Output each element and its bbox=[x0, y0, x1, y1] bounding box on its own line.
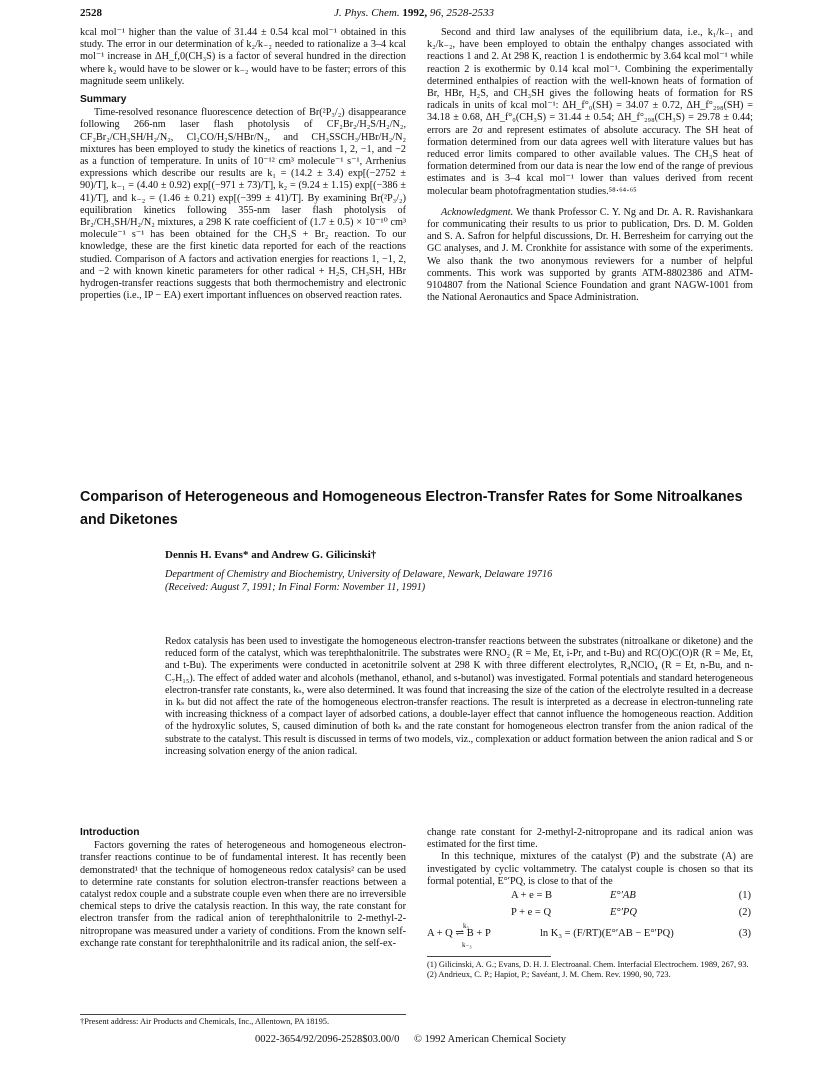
equation-1-lhs: A + e = B bbox=[511, 890, 553, 902]
equation-2-rhs: E°′PQ bbox=[610, 907, 637, 919]
introduction-heading: Introduction bbox=[80, 827, 140, 838]
footer-code: 0022-3654/92/2096-2528$03.00/0 bbox=[254, 1034, 400, 1045]
summary-heading: Summary bbox=[80, 94, 127, 106]
equation-2 bbox=[427, 907, 753, 924]
received-dates: (Received: August 7, 1991; In Final Form: November 11, 1991) bbox=[165, 582, 426, 593]
prev-article-right-column bbox=[427, 27, 753, 304]
page-number: 2528 bbox=[80, 7, 102, 19]
summary-text: Time-resolved resonance fluorescence detection of Br(²P₃/₂) disappearance following 266-nm laser flash photolysis of CF₂Br₂/H₂S/H₂/N₂, CF₂Br₂/CH₃SH/H₂/N₂, Cl₂CO/H₂S/HBr/N₂, and CH₃SSCH₃/HBr/H₂/N₂ mixtures has been employed to study the kinetics of reactions 1, 2, −1, and −2 as a function of temperature. In units of 10⁻¹² cm³ molecule⁻¹ s⁻¹, Arrhenius expressions which describe our results are k₁ = (14.2 ± 3.4) exp[(−2752 ± 90)/T], k₋₁ = (4.40 ± 0.92) exp[(−971 ± 73)/T], k₂ = (9.24 ± 1.15) exp[(−386 ± 41)/T], and k₋₂ = (1.46 ± 0.21) exp[(−399 ± 41)/T]. By examining Br(²P₃/₂) equilibration kinetics following 355-nm laser flash photolysis of Br₂/CH₃SH/H₂/N₂ mixtures, a 298 K rate coefficient of (1.7 ± 0.5) × 10⁻¹⁰ cm³ molecule⁻¹ s⁻¹ has been obtained for the CH₃S + Br₂ reaction. To our knowledge, these are the first kinetic data reported for each of the reactions studied. Comparison of A factors and activation energies for reactions 1, −1, 2, and −2 with known kinetic parameters for other radical + H₂S, CH₃SH, HBr hydrogen-transfer reactions suggests that both thermochemistry and electronic properties (i.e., IP − EA) exert important influences on observed reaction rates. bbox=[80, 107, 406, 302]
footnotes bbox=[427, 960, 753, 981]
equation-3 bbox=[427, 924, 753, 948]
ack-text: We thank Professor C. Y. Ng and Dr. A. R. Ravishankara for communicating their results to us prior to publication, Drs. D. M. Golden and S. A. Safron for helpful discussions, Dr. H. Berresheim for carrying out the GC analyses, and J. M. Cronkhite for assistance with some of the experiments. We also thank the two anonymous reviewers for a number of helpful comments. This work was supported by grants ATM-8802386 and ATM-9104807 from the National Science Foundation and grant NAGW-1001 from the National Aeronautics and Space Administration. bbox=[427, 206, 753, 304]
equation-2-lhs: P + e = Q bbox=[511, 907, 552, 919]
journal-year: 1992, bbox=[402, 7, 428, 19]
journal-name: J. Phys. Chem. bbox=[333, 7, 400, 19]
abstract: Redox catalysis has been used to investigate the homogeneous electron-transfer reactions between the substrates (nitroalkane or diketone) and the reduced form of the catalyst, which was terephthalonitrile. The substrates were RNO₂ (R = Me, Et, i-Pr, and t-Bu) and RC(O)C(O)R (R = Me, Et, and t-Bu). The experiments were conducted in acetonitrile solvent at 298 K with three different electrolytes, R₄NClO₄ (R = Et, n-Bu, and n-C₇H₁₅). The effect of added water and alcohols (methanol, ethanol, and s-butanol) was investigated. Formal potentials and standard heterogeneous electron-transfer rate constants, kₛ, were also determined. It was found that increasing the size of the cation of the electrolyte resulted in a decrease in kₛ but did not affect the rate of the homogeneous electron-transfer reactions. The result is interpreted as a decrease in electron-tunneling rate with increasing thickness of a compact layer of adsorbed cations, a double-layer effect that cannot influence the homogeneous reaction. Addition of the hydroxylic solutes, S, caused diminution of both kₛ and the rate constant for homogeneous electron transfer from the anion radical of the substrate to the catalyst. This result is discussed in terms of two models, viz., complexation or adduct formation between the anion radical and S or increasing solvation energy of the anion radical. bbox=[165, 636, 753, 757]
equation-1 bbox=[427, 890, 753, 907]
affiliation-line: Department of Chemistry and Biochemistry, University of Delaware, Newark, Delaware 19716 bbox=[165, 569, 553, 580]
equation-3-number: (3) bbox=[738, 928, 751, 940]
prev-article-left-column bbox=[80, 27, 406, 302]
article-authors: Dennis H. Evans* and Andrew G. Gilicinski† bbox=[165, 549, 377, 561]
running-header bbox=[80, 7, 748, 23]
footnote-1: (1) Gilicinski, A. G.; Evans, D. H. J. Electroanal. Chem. Interfacial Electrochem. 1989, 267, 93. bbox=[427, 960, 749, 970]
author-note-rule bbox=[80, 1014, 406, 1015]
prev-left-lead: kcal mol⁻¹ higher than the value of 31.44 ± 0.54 kcal mol⁻¹ obtained in this study. The error in our determination of k₂/k₋₂ needed to rationalize a 3–4 kcal mol⁻¹ increase in ΔH_f,0(CH₃S) is a factor of several hundred in the direction where k₂ would have to be slower or k₋₂ would have to be faster; errors of this magnitude seem unlikely. bbox=[80, 27, 406, 87]
article-affiliation bbox=[165, 568, 765, 594]
journal-citation bbox=[80, 7, 748, 19]
ack-label: Acknowledgment. bbox=[441, 206, 514, 218]
equation-3-reverse-rate: k₋₃ bbox=[462, 941, 472, 950]
equation-3-lhs: A + Q ⇌ B + P bbox=[427, 928, 491, 940]
equation-1-number: (1) bbox=[738, 890, 751, 902]
intro-paragraph-2: change rate constant for 2-methyl-2-nitropropane and its radical anion was estimated for the first time. bbox=[427, 827, 753, 851]
footnote-2: (2) Andrieux, C. P.; Hapiot, P.; Savéant, J. M. Chem. Rev. 1990, 90, 723. bbox=[427, 970, 671, 980]
journal-pages: 2528-2533 bbox=[446, 7, 495, 19]
footer-copyright: © 1992 American Chemical Society bbox=[413, 1034, 567, 1045]
footnote-rule bbox=[427, 956, 551, 957]
equation-2-number: (2) bbox=[738, 907, 751, 919]
prev-right-paragraph: Second and third law analyses of the equilibrium data, i.e., k₁/k₋₁ and k₂/k₋₂, have been employed to obtain the enthalpy changes associated with reactions 1 and 2. At 298 K, reaction 1 is endothermic by 3.64 kcal mol⁻¹ while reaction 2 is exothermic by 0.14 kcal mol⁻¹. Combining the experimentally determined enthalpies of reaction with the well-known heats of formation of Br, HBr, H₂S, and CH₃SH gives the following heats of formation for RS radicals in units of kcal mol⁻¹: ΔH_f°₀(SH) = 34.07 ± 0.72, ΔH_f°₂₉₈(SH) = 34.18 ± 0.68, ΔH_f°₀(CH₃S) = 31.44 ± 0.54; ΔH_f°₂₉₈(CH₃S) = 29.78 ± 0.44; errors are 2σ and represent estimates of absolute accuracy. The SH heat of formation determined from our data agrees well with literature values but has reduced error limits compared to other available values. The CH₃S heat of formation determined from our data is near the low end of the range of previous estimates and is 3–4 kcal mol⁻¹ lower than values derived from recent molecular beam photofragmentation studies.⁵⁸·⁶⁴·⁶⁵ bbox=[427, 27, 753, 197]
acknowledgment bbox=[427, 207, 753, 305]
intro-paragraph-3: In this technique, mixtures of the catalyst (P) and the substrate (A) are investigated by cyclic voltammetry. The catalyst couple is chosen so that its formal potential, E°′PQ, is close to that of the bbox=[427, 851, 753, 887]
author-note-text: †Present address: Air Products and Chemicals, Inc., Allentown, PA 18195. bbox=[80, 1017, 330, 1026]
equation-3-forward-rate: k₃ bbox=[463, 922, 469, 931]
equation-3-rhs: ln K₃ = (F/RT)(E°′AB − E°′PQ) bbox=[540, 928, 674, 940]
article-title: Comparison of Heterogeneous and Homogeneous Electron-Transfer Rates for Some Nitroalkanes and Diketones bbox=[80, 489, 743, 528]
author-note bbox=[80, 1014, 406, 1027]
page-footer bbox=[0, 1034, 821, 1045]
intro-left-column bbox=[80, 827, 406, 950]
equation-1-rhs: E°′AB bbox=[610, 890, 636, 902]
journal-volume: 96, bbox=[429, 7, 444, 19]
intro-paragraph-1: Factors governing the rates of heterogeneous and homogeneous electron-transfer reactions continue to be of fundamental interest. It has recently been demonstrated¹ that the technique of homogeneous redox catalysis² can be used to determine rate constants for solution electron-transfer reactions between a catalyst redox couple and a substrate couple even when there are no irreversible chemical steps to drive the catalysis reaction. In this way, the rate constant for electron transfer from the radical anion of terephthalonitrile to 2-methyl-2-nitropropane was measured under a variety of conditions. From the known self-exchange rate constant for terephthalonitrile and its radical anion, the self-ex- bbox=[80, 840, 406, 949]
intro-right-column bbox=[427, 827, 753, 981]
